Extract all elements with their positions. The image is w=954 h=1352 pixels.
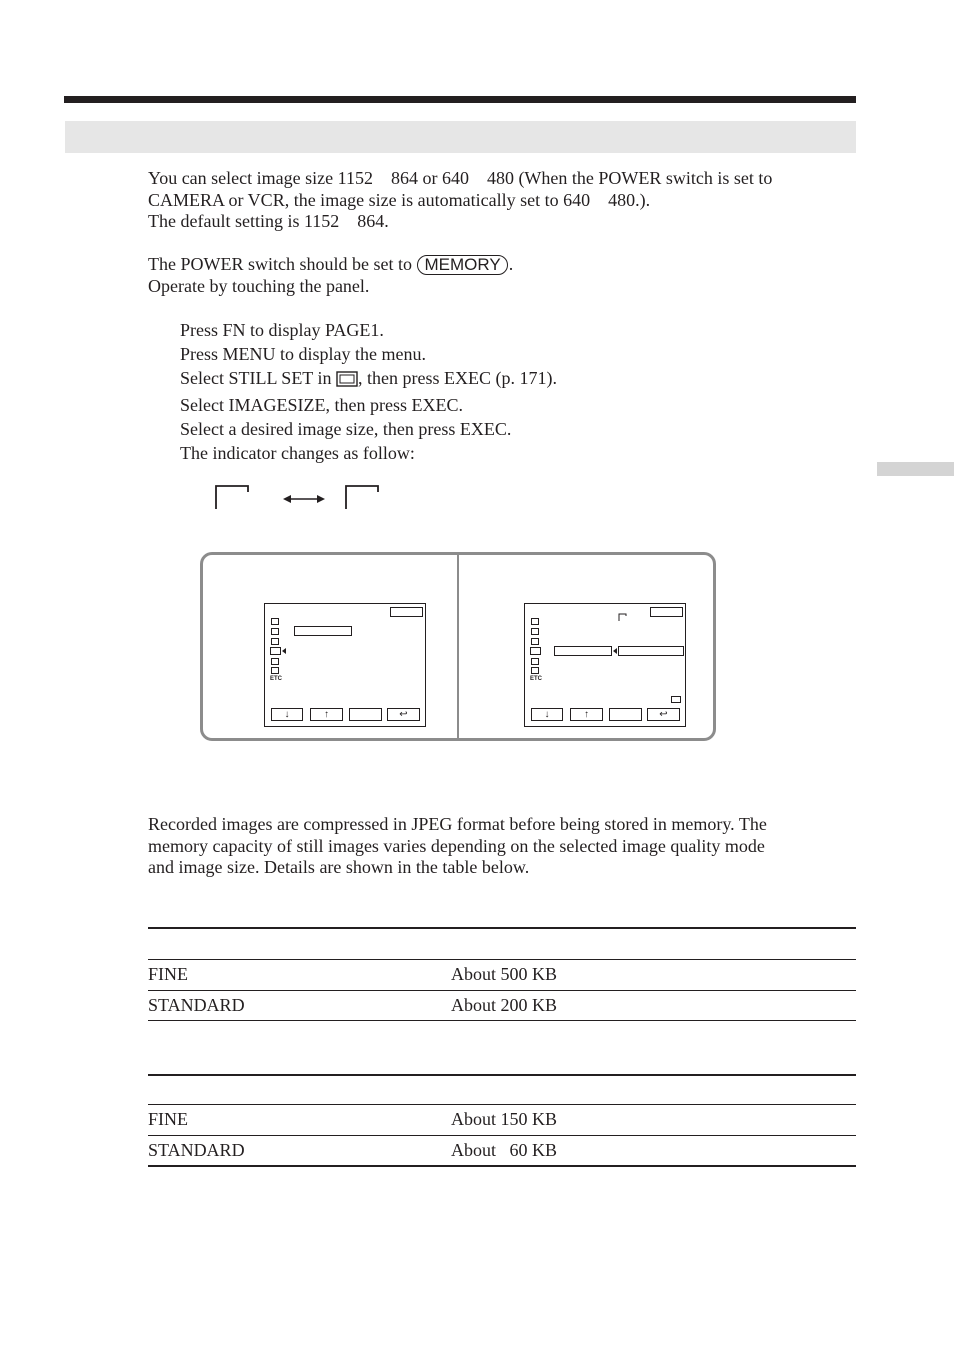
tape-set-icon (531, 667, 539, 674)
compression-line-1: Recorded images are compressed in JPEG format before being stored in memory. The (148, 814, 767, 834)
imagesize-option-box (618, 646, 684, 656)
step-3 (180, 366, 557, 393)
compression-paragraph (148, 814, 767, 879)
selection-pointer-icon (282, 648, 286, 654)
table-2-header-rule (148, 1104, 856, 1105)
table-2-bottom-rule (148, 1165, 856, 1167)
table-1-row-1-size: About 500 KB (451, 964, 558, 984)
table-1-top-rule (148, 927, 856, 929)
still-set-icon (336, 369, 358, 393)
table-2-row-1-size: About 150 KB (451, 1109, 558, 1129)
camera-icon (271, 628, 279, 635)
compression-line-2: memory capacity of still images varies depending on the selected image quality mode (148, 835, 765, 856)
table-2-row-2-mode: STANDARD (148, 1140, 245, 1160)
table-2-top-rule (148, 1074, 856, 1076)
up-button[interactable]: ↑ (570, 708, 603, 721)
table-2-row-1-mode: FINE (148, 1109, 188, 1129)
menu-screen-left (264, 603, 426, 727)
exec-button[interactable] (609, 708, 642, 721)
up-button[interactable]: ↑ (310, 708, 343, 721)
power-line-2: Operate by touching the panel. (148, 275, 370, 296)
table-1-bottom-rule (148, 1020, 856, 1021)
tape-set-icon (271, 667, 279, 674)
down-button[interactable]: ↓ (531, 708, 563, 721)
intro-paragraph (148, 168, 772, 233)
intro-line-3: The default setting is 1152 864. (148, 211, 389, 231)
exec-button[interactable] (349, 708, 382, 721)
vcr-set-icon (271, 638, 279, 645)
indicator-large-icon (214, 484, 250, 515)
lcd-set-icon (271, 658, 279, 665)
power-prefix: The POWER switch should be set to (148, 254, 412, 274)
imagesize-item-box (554, 646, 612, 656)
camera-set-icon (271, 618, 279, 625)
still-set-menu-icon (270, 647, 281, 655)
intro-line-2: CAMERA or VCR, the image size is automatically set to 640 480.). (148, 189, 651, 210)
top-right-box (390, 607, 423, 617)
camera-icon (531, 628, 539, 635)
panel-divider (457, 552, 459, 741)
lcd-set-icon (531, 658, 539, 665)
compression-line-3: and image size. Details are shown in the table below. (148, 857, 530, 877)
selection-pointer-icon (613, 648, 617, 654)
power-note (148, 254, 513, 297)
etc-label: ETC (530, 676, 542, 682)
step-2: Press MENU to display the menu. (180, 344, 426, 364)
table-1-row-2-size: About 200 KB (451, 995, 558, 1015)
step-6: The indicator changes as follow: (180, 443, 415, 463)
step-3-text: Select STILL SET in (180, 368, 332, 388)
menu-item-box (294, 626, 352, 636)
etc-label: ETC (270, 676, 282, 682)
table-1-header-rule (148, 959, 856, 960)
table-2-row-rule (148, 1135, 856, 1136)
still-set-menu-icon (530, 647, 541, 655)
intro-line-1: You can select image size 1152 864 or 640 480 (When the POWER switch is set to (148, 168, 773, 188)
side-tab (877, 462, 954, 476)
memory-switch-badge: MEMORY (417, 255, 507, 275)
memory-icon (671, 696, 681, 703)
camera-set-icon (531, 618, 539, 625)
table-1-row-rule (148, 990, 856, 991)
table-2-row-2-size: About 60 KB (451, 1140, 558, 1160)
header-rule (64, 96, 856, 103)
step-5: Select a desired image size, then press EXEC. (180, 419, 512, 439)
down-button[interactable]: ↓ (271, 708, 303, 721)
indicator-small-icon (344, 484, 380, 515)
double-arrow-icon (282, 492, 326, 511)
menu-screen-right (524, 603, 686, 727)
vcr-set-icon (531, 638, 539, 645)
power-line-1 (148, 254, 513, 276)
top-right-box (650, 607, 683, 617)
step-1: Press FN to display PAGE1. (180, 320, 384, 340)
table-1-row-2-mode: STANDARD (148, 995, 245, 1015)
power-suffix: . (508, 254, 514, 274)
return-button[interactable]: ↩ (387, 708, 420, 721)
step-3-suffix: , then press EXEC (p. 171). (357, 368, 557, 388)
step-4: Select IMAGESIZE, then press EXEC. (180, 395, 463, 415)
image-size-indicator-icon (618, 608, 627, 626)
section-heading-band (65, 121, 856, 153)
steps-list (180, 318, 557, 465)
table-1-row-1-mode: FINE (148, 964, 188, 984)
return-button[interactable]: ↩ (647, 708, 680, 721)
